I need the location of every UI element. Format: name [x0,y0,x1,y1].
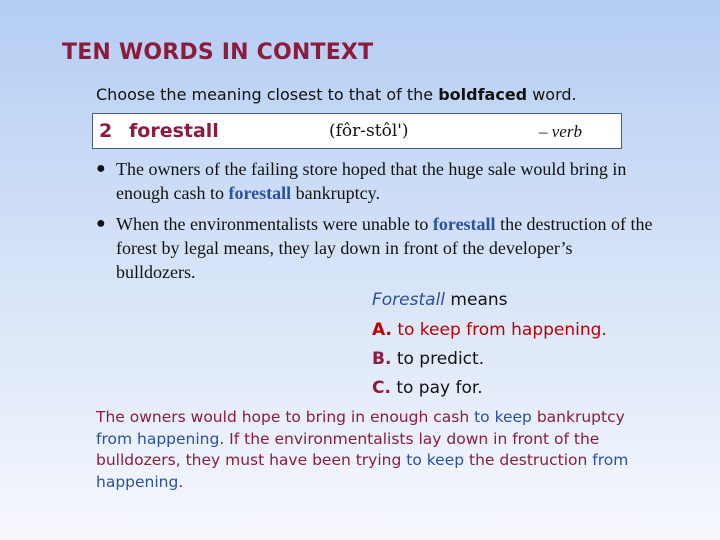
instruction-bold-word: boldfaced [438,85,528,104]
explanation-highlight: from happening [96,429,220,448]
instruction-text [96,85,577,104]
vocab-word: forestall [129,120,219,142]
word-entry-box [92,113,622,149]
means-word: Forestall [372,290,446,310]
explanation-highlight: to keep [406,451,465,469]
word-number: 2 [99,120,113,142]
example-sentence-1 [96,157,656,205]
explanation-part: . [178,472,184,491]
part-of-speech: – verb [539,122,582,141]
means-prompt [372,290,508,310]
sentence-after: bankruptcy. [291,183,380,203]
choice-letter: C. [372,378,391,398]
pronunciation: (fôr-stôl') [329,121,409,141]
page-title: TEN WORDS IN CONTEXT [62,40,374,65]
example-sentence-2 [96,212,656,284]
bullet-icon: ● [96,160,106,177]
sentence-before: The owners of the failing store hoped that the huge sale would bring in enough cash to [116,159,627,203]
explanation-highlight: to keep [474,408,532,426]
answer-choice-b[interactable] [372,349,484,369]
choice-text: to predict. [391,349,485,369]
sentence-text [96,212,656,284]
instruction-after: word. [527,85,577,104]
explanation-part: the destruction [464,451,593,469]
explanation-highlight: from happening [96,451,629,491]
explanation-part: bankruptcy [531,408,625,426]
sentence-text [96,157,656,205]
choice-letter: A. [372,320,392,340]
choice-letter: B. [372,349,392,369]
bullet-icon: ● [96,215,106,232]
explanation-text [96,407,656,493]
sentence-keyword: forestall [228,183,292,203]
sentence-after: the destruction of the forest by legal means, they lay down in front of the developer’s bulldozers. [116,214,653,282]
choice-text: to keep from happening. [391,320,607,340]
answer-choice-c[interactable] [372,378,483,398]
explanation-part: The owners would hope to bring in enough cash [96,408,475,426]
answer-choice-a[interactable] [372,320,607,340]
sentence-keyword: forestall [432,214,496,234]
instruction-before: Choose the meaning closest to that of the [96,85,439,104]
explanation-part: . If the environmentalists lay down in front of the bulldozers, they must have been trying [96,429,600,469]
sentence-before: When the environmentalists were unable to [116,214,433,234]
choice-text: to pay for. [390,378,483,398]
means-suffix: means [445,290,508,310]
